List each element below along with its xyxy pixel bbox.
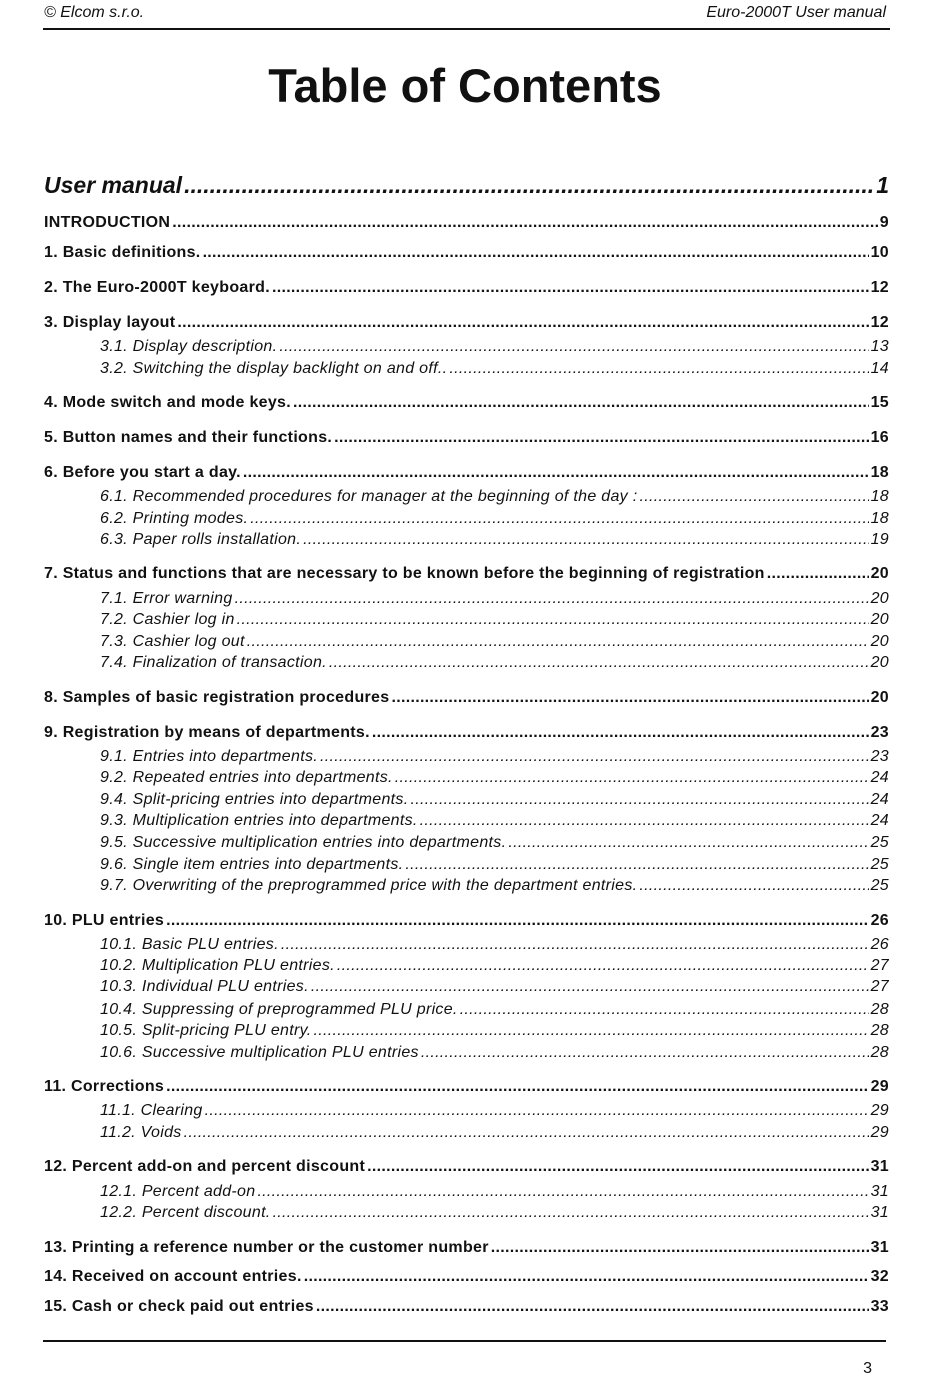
toc-chapter-entry[interactable] [44,1077,889,1097]
toc-leader-dots [316,1297,869,1317]
toc-part-entry[interactable] [44,170,889,200]
toc-entry-label: 9.7. Overwriting of the preprogrammed price with the department entries. [100,877,638,894]
toc-entry-label: 9.1. Entries into departments. [100,748,318,765]
toc-leader-dots [320,747,869,767]
toc-entry-page: 25 [870,877,889,894]
toc-entry-page: 23 [870,724,889,741]
toc-entry-page: 10 [870,244,889,261]
toc-chapter-entry[interactable] [44,1157,889,1177]
toc-entry-page: 20 [870,689,889,706]
toc-leader-dots [460,1000,869,1020]
toc-entry-page: 28 [870,1044,889,1061]
toc-leader-dots [421,1043,869,1063]
toc-leader-dots [235,589,869,609]
toc-entry-label: 3.1. Display description. [100,338,278,355]
toc-section-entry[interactable] [100,935,889,955]
toc-section-entry[interactable] [100,1203,889,1223]
page-number: 3 [863,1360,872,1377]
toc-entry-label: 6. Before you start a day. [44,464,241,481]
toc-section-entry[interactable] [100,487,889,507]
toc-leader-dots [237,610,869,630]
toc-section-entry[interactable] [100,768,889,788]
toc-chapter-entry[interactable] [44,1267,889,1287]
toc-entry-label: 3.2. Switching the display backlight on and off.. [100,360,448,377]
toc-chapter-entry[interactable] [44,1297,889,1317]
toc-entry-page: 14 [870,360,889,377]
toc-leader-dots [172,213,878,233]
toc-entry-page: 18 [870,510,889,527]
toc-entry-page: 20 [870,654,889,671]
toc-entry-page: 31 [870,1239,889,1256]
toc-entry-page: 32 [870,1268,889,1285]
toc-chapter-entry[interactable] [44,1238,889,1258]
toc-chapter-entry[interactable] [44,278,889,298]
toc-entry-page: 18 [870,488,889,505]
toc-entry-page: 20 [870,633,889,650]
toc-section-entry[interactable] [100,1043,889,1063]
toc-leader-dots [177,313,868,333]
toc-entry-label: 13. Printing a reference number or the customer number [44,1239,489,1256]
toc-leader-dots [391,688,868,708]
table-of-contents [44,0,889,1399]
toc-section-entry[interactable] [100,530,889,550]
toc-entry-label: 5. Button names and their functions. [44,429,333,446]
toc-leader-dots [334,428,868,448]
toc-entry-page: 28 [870,1022,889,1039]
toc-entry-page: 12 [870,279,889,296]
toc-entry-page: 24 [870,791,889,808]
toc-section-entry[interactable] [100,1182,889,1202]
toc-chapter-entry[interactable] [44,911,889,931]
toc-leader-dots [767,564,869,584]
toc-chapter-entry[interactable] [44,243,889,263]
toc-leader-dots [329,653,869,673]
toc-entry-page: 29 [870,1078,889,1095]
toc-entry-label: 9.5. Successive multiplication entries into departments. [100,834,507,851]
toc-chapter-entry[interactable] [44,213,889,233]
toc-entry-label: 9.2. Repeated entries into departments. [100,769,393,786]
toc-leader-dots [313,1021,868,1041]
toc-chapter-entry[interactable] [44,463,889,483]
toc-section-entry[interactable] [100,1101,889,1121]
toc-leader-dots [243,463,869,483]
toc-entry-label: 10.3. Individual PLU entries. [100,978,309,995]
toc-leader-dots [247,632,869,652]
toc-entry-label: 7.1. Error warning [100,590,233,607]
toc-entry-label: 7.3. Cashier log out [100,633,245,650]
toc-section-entry[interactable] [100,632,889,652]
toc-entry-label: 3. Display layout [44,314,176,331]
toc-leader-dots [257,1182,868,1202]
toc-section-entry[interactable] [100,977,889,997]
toc-leader-dots [281,935,869,955]
toc-entry-label: 9.3. Multiplication entries into departments. [100,812,418,829]
toc-entry-page: 13 [870,338,889,355]
toc-entry-page: 31 [870,1158,889,1175]
toc-entry-label: 10. PLU entries [44,912,165,929]
toc-entry-page: 25 [870,856,889,873]
toc-section-entry[interactable] [100,790,889,810]
toc-leader-dots [279,337,868,357]
toc-chapter-entry[interactable] [44,428,889,448]
toc-leader-dots [303,530,868,550]
toc-leader-dots [273,1203,869,1223]
toc-section-entry[interactable] [100,653,889,673]
running-header-manual-title: Euro-2000T User manual [706,4,886,21]
toc-entry-page: 33 [870,1298,889,1315]
footer-rule [43,1340,886,1342]
toc-chapter-entry[interactable] [44,393,889,413]
toc-entry-page: 25 [870,834,889,851]
toc-leader-dots [166,911,868,931]
toc-entry-page: 20 [870,590,889,607]
toc-chapter-entry[interactable] [44,688,889,708]
toc-entry-label: 6.2. Printing modes. [100,510,249,527]
toc-entry-label: 15. Cash or check paid out entries [44,1298,314,1315]
page-title: Table of Contents [268,59,662,112]
toc-leader-dots [184,170,874,200]
toc-leader-dots [405,855,868,875]
toc-entry-label: INTRODUCTION [44,214,171,231]
toc-entry-page: 31 [870,1183,889,1200]
toc-entry-page: 23 [870,748,889,765]
toc-leader-dots [205,1101,869,1121]
toc-entry-label: 10.1. Basic PLU entries. [100,936,279,953]
toc-leader-dots [337,956,869,976]
toc-section-entry[interactable] [100,1123,889,1143]
toc-entry-page: 27 [870,978,889,995]
toc-section-entry[interactable] [100,509,889,529]
toc-entry-page: 15 [870,394,889,411]
toc-leader-dots [272,278,869,298]
toc-entry-label: 6.1. Recommended procedures for manager at the beginning of the day : [100,488,638,505]
toc-entry-page: 20 [870,565,889,582]
toc-leader-dots [508,833,868,853]
toc-entry-label: 4. Mode switch and mode keys. [44,394,291,411]
toc-entry-label: 12. Percent add-on and percent discount [44,1158,366,1175]
toc-section-entry[interactable] [100,956,889,976]
toc-leader-dots [304,1267,869,1287]
toc-entry-page: 16 [870,429,889,446]
toc-section-entry[interactable] [100,359,889,379]
toc-leader-dots [410,790,868,810]
toc-entry-page: 24 [870,769,889,786]
toc-entry-label: User manual [44,172,183,198]
toc-entry-label: 1. Basic definitions. [44,244,201,261]
toc-entry-label: 7.4. Finalization of transaction. [100,654,327,671]
toc-section-entry[interactable] [100,337,889,357]
toc-leader-dots [250,509,868,529]
toc-leader-dots [311,977,869,997]
toc-entry-page: 9 [879,214,889,231]
toc-leader-dots [491,1238,869,1258]
toc-leader-dots [203,243,869,263]
toc-leader-dots [420,811,869,831]
running-header-copyright: © Elcom s.r.o. [44,4,145,21]
toc-leader-dots [639,876,868,896]
toc-section-entry[interactable] [100,589,889,609]
toc-entry-label: 2. The Euro-2000T keyboard. [44,279,270,296]
toc-entry-page: 29 [870,1102,889,1119]
toc-entry-page: 24 [870,812,889,829]
toc-chapter-entry[interactable] [44,564,889,584]
toc-entry-page: 19 [870,531,889,548]
toc-section-entry[interactable] [100,1021,889,1041]
toc-entry-label: 11. Corrections [44,1078,165,1095]
toc-entry-page: 1 [876,172,889,198]
toc-leader-dots [372,723,869,743]
toc-entry-page: 18 [870,464,889,481]
toc-entry-label: 10.2. Multiplication PLU entries. [100,957,335,974]
toc-section-entry[interactable] [100,855,889,875]
toc-section-entry[interactable] [100,747,889,767]
toc-section-entry[interactable] [100,610,889,630]
toc-entry-page: 12 [870,314,889,331]
toc-leader-dots [184,1123,869,1143]
toc-entry-label: 14. Received on account entries. [44,1268,302,1285]
toc-entry-page: 28 [870,1001,889,1018]
toc-entry-label: 9. Registration by means of departments. [44,724,370,741]
toc-section-entry[interactable] [100,876,889,896]
toc-entry-page: 26 [870,912,889,929]
toc-leader-dots [367,1157,869,1177]
toc-entry-label: 10.6. Successive multiplication PLU entries [100,1044,419,1061]
toc-leader-dots [449,359,868,379]
toc-entry-page: 27 [870,957,889,974]
toc-entry-page: 20 [870,611,889,628]
toc-entry-label: 9.6. Single item entries into departments. [100,856,404,873]
toc-entry-label: 10.5. Split-pricing PLU entry. [100,1022,312,1039]
toc-leader-dots [293,393,869,413]
toc-entry-label: 12.1. Percent add-on [100,1183,256,1200]
toc-chapter-entry[interactable] [44,723,889,743]
toc-chapter-entry[interactable] [44,313,889,333]
toc-entry-label: 6.3. Paper rolls installation. [100,531,302,548]
toc-entry-label: 7.2. Cashier log in [100,611,235,628]
toc-section-entry[interactable] [100,833,889,853]
toc-entry-page: 31 [870,1204,889,1221]
toc-leader-dots [395,768,869,788]
toc-entry-label: 8. Samples of basic registration procedures [44,689,390,706]
toc-section-entry[interactable] [100,1000,889,1020]
toc-entry-label: 12.2. Percent discount. [100,1204,271,1221]
toc-entry-label: 11.1. Clearing [100,1102,203,1119]
toc-entry-page: 29 [870,1124,889,1141]
toc-entry-label: 7. Status and functions that are necessary to be known before the beginning of registration [44,565,765,582]
toc-entry-page: 26 [870,936,889,953]
toc-entry-label: 9.4. Split-pricing entries into departments. [100,791,409,808]
toc-entry-label: 10.4. Suppressing of preprogrammed PLU price. [100,1001,458,1018]
toc-leader-dots [166,1077,868,1097]
toc-entry-label: 11.2. Voids [100,1124,182,1141]
toc-leader-dots [639,487,868,507]
toc-section-entry[interactable] [100,811,889,831]
